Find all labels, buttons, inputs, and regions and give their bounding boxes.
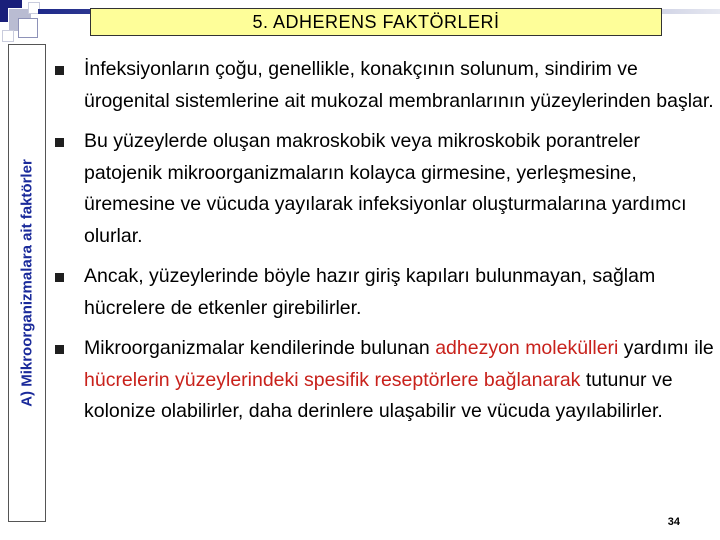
bullet-text-part: yardımı ile bbox=[618, 337, 714, 359]
bullet-text: İnfeksiyonların çoğu, genellikle, konakçının solunum, sindirim ve ürogenital sistemlerine ait mukozal membranlarının yüzeylerinden başlar. bbox=[84, 58, 714, 112]
highlight-adhesion-molecules: adhezyon molekülleri bbox=[435, 337, 619, 359]
side-label: A) Mikroorganizmalara ait faktörler bbox=[18, 159, 36, 407]
slide-title: 5. ADHERENS FAKTÖRLERİ bbox=[252, 11, 500, 32]
bullet-text: Ancak, yüzeylerinde böyle hazır giriş kapıları bulunmayan, sağlam hücrelere de etkenler girebilirler. bbox=[84, 265, 656, 319]
bullet-square-icon bbox=[55, 273, 64, 282]
bullet-square-icon bbox=[55, 345, 64, 354]
highlight-receptor-binding: hücrelerin yüzeylerindeki spesifik reseptörlere bağlanarak bbox=[84, 368, 581, 391]
bullet-item bbox=[52, 261, 717, 324]
bullet-text: Bu yüzeylerde oluşan makroskobik veya mikroskobik porantreler patojenik mikroorganizmaların kolayca girmesine, yerleşmesine, üremesine ve vücuda yayılarak infeksiyonlar oluşturmalarına yardımcı olurlar. bbox=[84, 130, 687, 247]
bullet-text-part: Mikroorganizmalar kendilerinde bulunan bbox=[84, 337, 436, 359]
bullet-square-icon bbox=[55, 66, 64, 75]
bullet-square-icon bbox=[55, 138, 64, 147]
bullet-text-part: tutunur ve kolonize olabilirler, daha derinlere ulaşabilir ve vücuda yayılabilirler. bbox=[84, 368, 673, 422]
bullet-item bbox=[52, 54, 717, 117]
page-number: 34 bbox=[667, 516, 680, 528]
bullet-item bbox=[52, 333, 717, 428]
decor-square-small-left bbox=[2, 30, 14, 42]
bullet-list bbox=[52, 54, 717, 437]
bullet-item bbox=[52, 126, 717, 252]
decor-square-outline bbox=[18, 18, 38, 38]
slide-title-box bbox=[90, 8, 662, 36]
